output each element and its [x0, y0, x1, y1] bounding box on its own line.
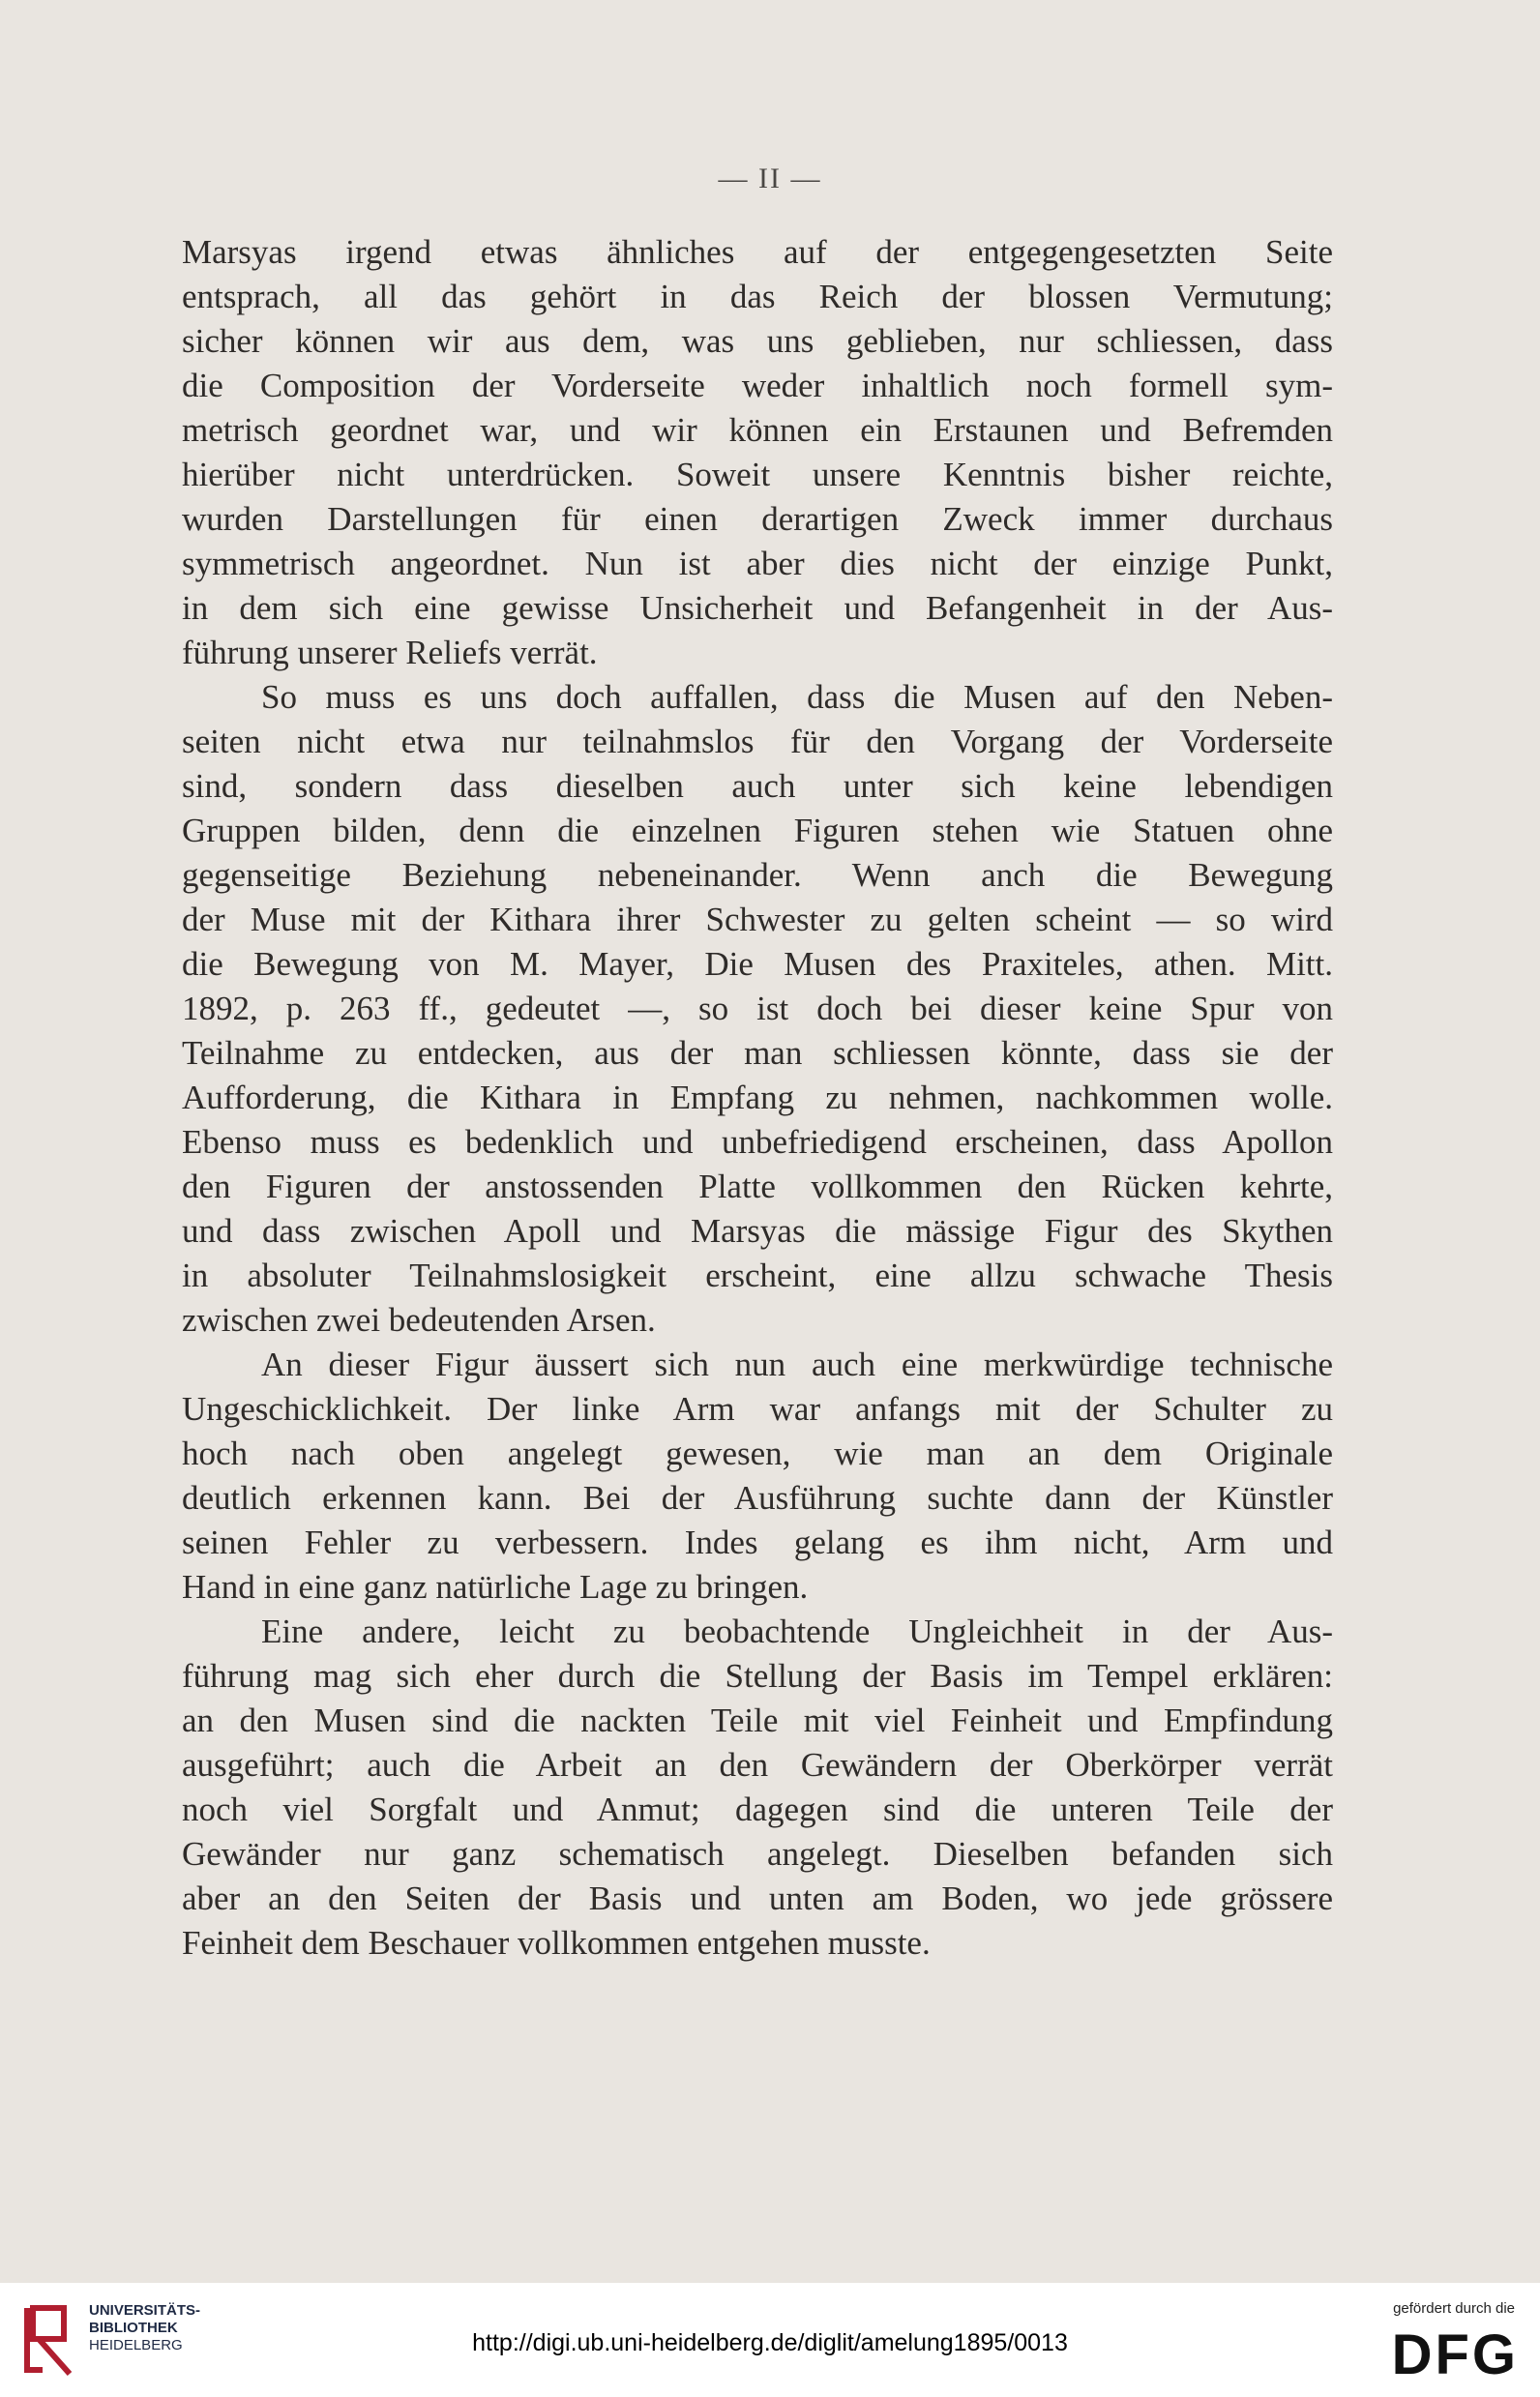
text-line: hierüber nicht unterdrücken. Soweit unsere Kenntnis bisher reichte,: [182, 456, 1333, 493]
text-line: seiten nicht etwa nur teilnahmslos für den Vorgang der Vorderseite: [182, 723, 1333, 760]
library-name-line: UNIVERSITÄTS-: [89, 2302, 201, 2319]
text-line: und dass zwischen Apoll und Marsyas die mässige Figur des Skythen: [182, 1212, 1333, 1250]
text-line: wurden Darstellungen für einen derartigen Zweck immer durchaus: [182, 500, 1333, 538]
text-line: An dieser Figur äussert sich nun auch eine merkwürdige technische: [261, 1346, 1333, 1383]
text-line: deutlich erkennen kann. Bei der Ausführung suchte dann der Künstler: [182, 1479, 1333, 1517]
text-line: die Composition der Vorderseite weder inhaltlich noch formell sym-: [182, 367, 1333, 404]
text-line: Eine andere, leicht zu beobachtende Ungleichheit in der Aus-: [261, 1613, 1333, 1650]
text-line: symmetrisch angeordnet. Nun ist aber dies nicht der einzige Punkt,: [182, 545, 1333, 582]
text-line: Aufforderung, die Kithara in Empfang zu nehmen, nachkommen wolle.: [182, 1079, 1333, 1116]
text-line: So muss es uns doch auffallen, dass die Musen auf den Neben-: [261, 678, 1333, 716]
page-number: — II —: [718, 163, 822, 194]
text-line: führung unserer Reliefs verrät.: [182, 634, 598, 671]
library-name-line: HEIDELBERG: [89, 2337, 183, 2353]
funding-label: gefördert durch die: [1393, 2300, 1515, 2317]
text-line: noch viel Sorgfalt und Anmut; dagegen sind die unteren Teile der: [182, 1790, 1333, 1828]
text-line: Hand in eine ganz natürliche Lage zu bringen.: [182, 1568, 809, 1606]
text-line: 1892, p. 263 ff., gedeutet —, so ist doch bei dieser keine Spur von: [182, 990, 1333, 1027]
text-line: hoch nach oben angelegt gewesen, wie man an dem Originale: [182, 1435, 1333, 1472]
text-line: Gruppen bilden, denn die einzelnen Figuren stehen wie Statuen ohne: [182, 812, 1333, 849]
text-line: seinen Fehler zu verbessern. Indes gelang es ihm nicht, Arm und: [182, 1524, 1333, 1561]
text-line: gegenseitige Beziehung nebeneinander. Wenn anch die Bewegung: [182, 856, 1333, 894]
body-text: [182, 230, 1333, 1966]
text-line: Marsyas irgend etwas ähnliches auf der entgegengesetzten Seite: [182, 233, 1333, 271]
text-line: zwischen zwei bedeutenden Arsen.: [182, 1301, 656, 1339]
text-line: an den Musen sind die nackten Teile mit viel Feinheit und Empfindung: [182, 1702, 1333, 1739]
text-line: Ungeschicklichkeit. Der linke Arm war anfangs mit der Schulter zu: [182, 1390, 1333, 1428]
library-name-line: BIBLIOTHEK: [89, 2320, 178, 2336]
text-line: aber an den Seiten der Basis und unten am Boden, wo jede grössere: [182, 1879, 1333, 1917]
text-line: den Figuren der anstossenden Platte vollkommen den Rücken kehrte,: [182, 1168, 1333, 1205]
dfg-logo: DFG: [1391, 2323, 1519, 2386]
text-line: führung mag sich eher durch die Stellung der Basis im Tempel erklären:: [182, 1657, 1333, 1695]
text-line: Teilnahme zu entdecken, aus der man schliessen könnte, dass sie der: [182, 1034, 1333, 1072]
text-line: in absoluter Teilnahmslosigkeit erscheint, eine allzu schwache Thesis: [182, 1257, 1333, 1294]
text-line: in dem sich eine gewisse Unsicherheit und Befangenheit in der Aus-: [182, 589, 1333, 627]
text-line: sicher können wir aus dem, was uns geblieben, nur schliessen, dass: [182, 322, 1333, 360]
text-line: Ebenso muss es bedenklich und unbefriedigend erscheinen, dass Apollon: [182, 1123, 1333, 1161]
text-line: der Muse mit der Kithara ihrer Schwester zu gelten scheint — so wird: [182, 901, 1333, 938]
text-line: sind, sondern dass dieselben auch unter sich keine lebendigen: [182, 767, 1333, 805]
permalink-url[interactable]: http://digi.ub.uni-heidelberg.de/diglit/amelung1895/0013: [472, 2329, 1068, 2356]
text-line: Feinheit dem Beschauer vollkommen entgehen musste.: [182, 1924, 931, 1962]
text-line: ausgeführt; auch die Arbeit an den Gewändern der Oberkörper verrät: [182, 1746, 1333, 1784]
text-line: entsprach, all das gehört in das Reich der blossen Vermutung;: [182, 278, 1333, 315]
text-line: die Bewegung von M. Mayer, Die Musen des Praxiteles, athen. Mitt.: [182, 945, 1333, 983]
text-line: metrisch geordnet war, und wir können ein Erstaunen und Befremden: [182, 411, 1333, 449]
text-line: Gewänder nur ganz schematisch angelegt. Dieselben befanden sich: [182, 1835, 1333, 1873]
